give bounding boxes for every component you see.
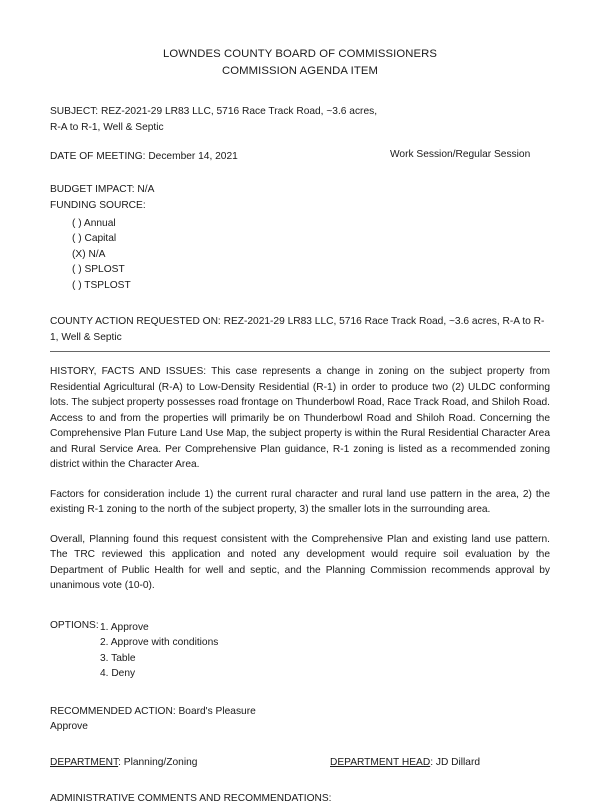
options-label: OPTIONS: xyxy=(50,620,100,631)
subject-text: REZ-2021-29 LR83 LLC, 5716 Race Track Road, ~3.6 acres, R-A to R-1, Well & Septic xyxy=(50,106,377,133)
budget-impact-value: N/A xyxy=(137,184,154,195)
funding-option[interactable] xyxy=(72,231,550,247)
options-item[interactable]: 2. Approve with conditions xyxy=(100,635,218,651)
history-paragraph-3: Overall, Planning found this request consistent with the Comprehensive Plan and existing land use pattern. The TRC reviewed this application and noted any development would require soil evaluation by the Department of Public Health for well and septic, and the Planning Commission recommends approval by unanimous vote (10-0). xyxy=(50,532,550,594)
history-text-1: This case represents a change in zoning on the subject property from Residential Agricultural (R-A) to Low-Density Residential (R-1) in order to produce two (2) ULDC conforming lots. The subject property possesses road frontage on Thunderbowl Road, Race Track Road, and Shiloh Road. Access to and from the properties will primarily be on Thunderbowl Road and Shiloh Road. Concerning the Comprehensive Plan Future Land Use Map, the subject property is within the Rural Residential Character Area and Rural Service Area. Per Comprehensive Plan guidance, R-1 zoning is listed as a recommended zoning district within the Character Area. xyxy=(50,366,550,470)
history-paragraph-1 xyxy=(50,364,550,473)
header-line-agenda-item: COMMISSION AGENDA ITEM xyxy=(50,63,550,80)
funding-option[interactable] xyxy=(72,278,550,294)
subject-label: SUBJECT: xyxy=(50,106,98,117)
options-section xyxy=(50,620,550,682)
document-header xyxy=(50,46,550,80)
funding-option-label: TSPLOST xyxy=(84,280,130,291)
funding-option-label: Annual xyxy=(84,218,116,229)
meeting-date-label: DATE OF MEETING: xyxy=(50,151,145,162)
administrative-comments-heading: ADMINISTRATIVE COMMENTS AND RECOMMENDATIONS: xyxy=(50,791,550,806)
funding-option-checkbox[interactable]: ( ) xyxy=(72,280,82,291)
funding-option-label: SPLOST xyxy=(84,264,124,275)
meeting-date-group xyxy=(50,149,390,165)
funding-option-label: Capital xyxy=(84,233,116,244)
history-paragraph-2: Factors for consideration include 1) the current rural character and rural land use pattern in the area, 2) the existing R-1 zoning to the north of the subject property, 3) the smaller lots in the surrounding area. xyxy=(50,487,550,518)
department-group xyxy=(50,757,330,768)
funding-option-label: N/A xyxy=(88,249,105,260)
header-line-board: LOWNDES COUNTY BOARD OF COMMISSIONERS xyxy=(50,46,550,63)
funding-option-checkbox[interactable]: ( ) xyxy=(72,218,82,229)
funding-source-label: FUNDING SOURCE: xyxy=(50,198,550,214)
recommended-action-value: Board's Pleasure xyxy=(179,706,256,717)
funding-source-options xyxy=(72,216,550,294)
recommended-action-label: RECOMMENDED ACTION: xyxy=(50,706,176,717)
department-label: DEPARTMENT xyxy=(50,757,118,768)
department-row xyxy=(50,757,550,768)
department-head-group xyxy=(330,757,480,768)
department-value: : Planning/Zoning xyxy=(118,757,197,768)
subject-section xyxy=(50,104,380,135)
budget-impact-line xyxy=(50,182,550,198)
session-type: Work Session/Regular Session xyxy=(390,149,530,160)
funding-option-checkbox[interactable]: ( ) xyxy=(72,233,82,244)
recommended-action-line xyxy=(50,704,550,720)
section-divider xyxy=(50,351,550,352)
options-item[interactable]: 1. Approve xyxy=(100,620,218,636)
options-item[interactable]: 4. Deny xyxy=(100,666,218,682)
history-section xyxy=(50,364,550,594)
funding-option[interactable] xyxy=(72,262,550,278)
funding-option[interactable] xyxy=(72,247,550,263)
options-list xyxy=(100,620,218,682)
funding-option-checkbox[interactable]: ( ) xyxy=(72,264,82,275)
budget-impact-label: BUDGET IMPACT: xyxy=(50,184,135,195)
funding-option[interactable] xyxy=(72,216,550,232)
recommended-action-section xyxy=(50,704,550,735)
county-action-section xyxy=(50,314,550,349)
funding-option-checkbox[interactable]: (X) xyxy=(72,249,86,260)
history-label: HISTORY, FACTS AND ISSUES: xyxy=(50,366,206,377)
department-head-value: : JD Dillard xyxy=(430,757,480,768)
recommended-action-second-line: Approve xyxy=(50,719,550,735)
county-action-text: REZ-2021-29 LR83 LLC, 5716 Race Track Road, ~3.6 acres, R-A to R-1, Well & Septic xyxy=(50,316,544,343)
options-item[interactable]: 3. Table xyxy=(100,651,218,667)
county-action-label: COUNTY ACTION REQUESTED ON: xyxy=(50,316,221,327)
meeting-row xyxy=(50,149,550,165)
meeting-date-value: December 14, 2021 xyxy=(148,151,237,162)
department-head-label: DEPARTMENT HEAD xyxy=(330,757,430,768)
